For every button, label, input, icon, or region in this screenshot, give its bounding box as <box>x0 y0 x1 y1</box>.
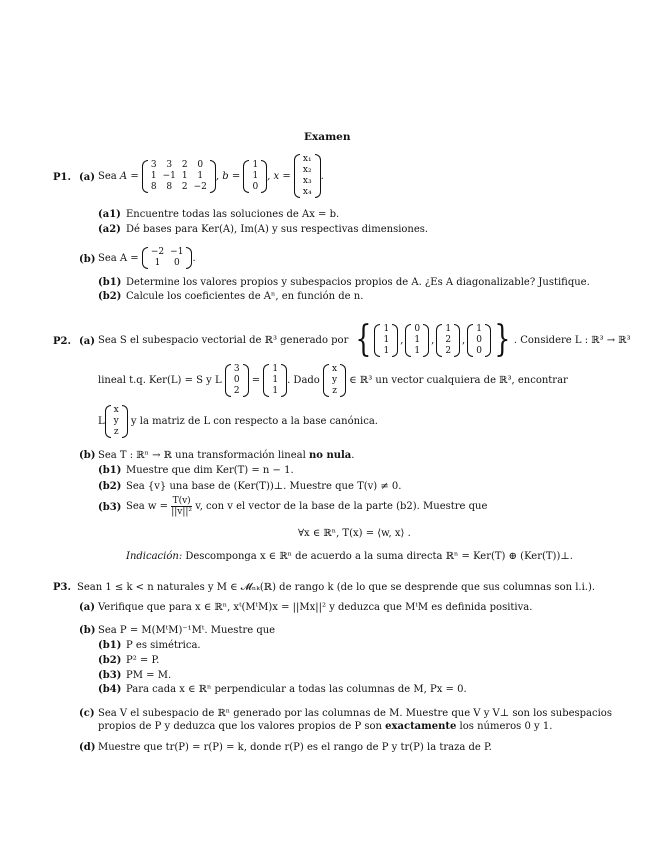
p1-a-x: , x = <box>267 170 291 182</box>
vector-xyz-2-entry: x <box>113 404 119 415</box>
p3-b1-label: (b1) <box>98 640 122 651</box>
p2-line2-b: . Dado <box>287 374 320 386</box>
vector-xyz-2-entry: z <box>113 426 119 437</box>
right-brace: } <box>494 319 511 360</box>
p3-c-text2b: los números 0 y 1. <box>459 721 553 732</box>
comma: , <box>431 334 435 346</box>
p3-b2-text: P² = P. <box>126 655 160 666</box>
p1-a-label: (a) <box>79 172 95 183</box>
matrix-A-entry: −2 <box>193 181 207 192</box>
comma: , <box>462 334 466 346</box>
generator-vector <box>374 324 398 357</box>
p3-b-text: Sea P = M(MᵗM)⁻¹Mᵗ. Muestre que <box>98 625 276 636</box>
vector-302-entry: 2 <box>233 385 240 396</box>
p2-line2-c: ∈ ℝ³ un vector cualquiera de ℝ³, encontrar <box>349 374 568 386</box>
p1-a-b: , b = <box>215 170 241 182</box>
vector-111-entry: 1 <box>272 363 279 374</box>
p2-b3-text1: Sea w = <box>126 500 169 512</box>
generator-vector-entry: 0 <box>414 323 421 334</box>
matrix-A-entry: 2 <box>181 181 188 192</box>
p2-hint-label: Indicación: <box>126 551 183 562</box>
p2-b-bold: no nula <box>309 450 352 461</box>
vector-xyz <box>323 364 346 397</box>
vector-xyz-entry: y <box>332 374 338 385</box>
vector-x-entry: x₃ <box>302 176 312 186</box>
generator-vector-entry: 1 <box>476 323 482 334</box>
p1-a-end: . <box>320 170 324 182</box>
generator-vector-entry: 0 <box>476 345 482 356</box>
p3-d-text: Muestre que tr(P) = r(P) = k, donde r(P) es el rango de P y tr(P) la traza de P. <box>98 742 492 753</box>
p3-a-label: (a) <box>79 602 95 613</box>
p1-b1-label: (b1) <box>98 277 122 288</box>
p3-b3-label: (b3) <box>98 670 122 681</box>
generator-vector <box>436 324 460 357</box>
p3-d-label: (d) <box>79 742 96 753</box>
p3-b4-label: (b4) <box>98 684 122 695</box>
matrix-A-entry: 8 <box>150 181 157 192</box>
p3-c-line2 <box>98 720 552 733</box>
matrix-A <box>142 160 216 193</box>
p2-line3-text: y la matriz de L con respecto a la base canónica. <box>130 415 378 427</box>
p3-c-text2a: propios de P y deduzca que los valores propios de P son <box>98 721 382 732</box>
p1-b1-text: Determine los valores propios y subespacios propios de A. ¿Es A diagonalizable? Justifique. <box>126 277 590 288</box>
generator-vector-entry: 1 <box>383 345 390 356</box>
vector-xyz-entry: x <box>332 363 338 374</box>
p2-a-text1: Sea S el subespacio vectorial de ℝ³ generado por <box>98 334 349 346</box>
p2-hint-text: Descomponga x ∈ ℝⁿ de acuerdo a la suma directa ℝⁿ = Ker(T) ⊕ (Ker(T))⊥. <box>185 551 573 562</box>
matrix-A-entry: −1 <box>162 170 176 181</box>
p2-eq: = <box>251 374 261 386</box>
matrix-A-entry: 2 <box>181 159 188 170</box>
p3-b3-text: PM = M. <box>126 670 172 681</box>
vector-x-entry: x₂ <box>302 165 312 175</box>
vector-b <box>243 160 267 193</box>
p2-label: P2. <box>53 336 71 347</box>
vector-111-entry: 1 <box>272 374 279 385</box>
p2-b2-text: Sea {v} una base de (Ker(T))⊥. Muestre que T(v) ≠ 0. <box>126 481 402 492</box>
fraction <box>171 496 192 517</box>
generator-vector-entry: 1 <box>414 345 421 356</box>
vector-xyz-2 <box>105 405 128 438</box>
p3-c-bold: exactamente <box>385 721 457 732</box>
p2-b3-text2: v, con v el vector de la base de la parte (b2). Muestre que <box>195 500 488 512</box>
generator-vectors <box>374 324 491 357</box>
generator-vector-entry: 1 <box>383 323 390 334</box>
vector-x <box>294 154 321 198</box>
matrix-A2-entry: 0 <box>173 258 180 268</box>
p2-a-line2 <box>98 358 568 402</box>
p1-label: P1. <box>53 172 71 183</box>
p1-a2-text: Dé bases para Ker(A), Im(A) y sus respectivas dimensiones. <box>126 224 429 235</box>
p1-b-text: Sea A = <box>98 252 139 264</box>
p2-b1-label: (b1) <box>98 465 122 476</box>
vector-302-entry: 3 <box>233 363 240 374</box>
p1-a1-text: Encuentre todas las soluciones de Ax = b. <box>126 209 340 220</box>
p2-a-line1 <box>98 318 631 362</box>
p2-b1-text: Muestre que dim Ker(T) = n − 1. <box>126 465 294 476</box>
p1-b-label: (b) <box>79 254 96 265</box>
p2-b-end: . <box>351 450 355 461</box>
p3-a-text: Verifique que para x ∈ ℝⁿ, xᵗ(MᵗM)x = ||Mx||² y deduzca que MᵗM es definida positiva. <box>98 602 533 613</box>
matrix-A-entry: 0 <box>197 159 204 170</box>
p1-a-statement <box>98 150 324 202</box>
p2-b3-label: (b3) <box>98 502 122 513</box>
p1-b-end: . <box>192 252 196 264</box>
matrix-A2-entry: −1 <box>170 247 184 257</box>
generator-vector-entry: 1 <box>414 334 421 345</box>
p3-label: P3. <box>53 582 71 593</box>
matrix-A-entry: 3 <box>166 159 173 170</box>
vector-x-entry: x₁ <box>302 154 312 164</box>
generator-vector <box>467 324 491 357</box>
p2-b-text <box>98 449 354 462</box>
vector-xyz-2-entry: y <box>113 415 119 426</box>
p1-b2-label: (b2) <box>98 291 122 302</box>
vector-b-entry: 0 <box>252 181 259 192</box>
matrix-A-entry: 3 <box>150 159 157 170</box>
vector-302-entry: 0 <box>233 374 240 385</box>
p2-a-line3 <box>98 399 378 443</box>
p3-b-label: (b) <box>79 625 96 636</box>
p3-b4-text: Para cada x ∈ ℝⁿ perpendicular a todas las columnas de M, Px = 0. <box>126 684 467 695</box>
p2-formula: ∀x ∈ ℝⁿ, T(x) = ⟨w, x⟩ . <box>298 528 411 539</box>
matrix-A2-entry: 1 <box>154 258 161 268</box>
p3-b2-label: (b2) <box>98 655 122 666</box>
p2-b-label: (b) <box>79 450 96 461</box>
p3-c-label: (c) <box>79 708 95 719</box>
vector-x-entry: x₄ <box>302 187 312 197</box>
vector-b-entry: 1 <box>252 170 259 181</box>
p1-a2-label: (a2) <box>98 224 121 235</box>
fraction-den: ||v||² <box>171 506 193 517</box>
matrix-A2-entry: −2 <box>150 247 165 257</box>
p1-b-statement <box>98 244 196 272</box>
vector-b-entry: 1 <box>252 159 259 170</box>
generator-vector <box>405 324 429 357</box>
p3-c-text1: Sea V el subespacio de ℝⁿ generado por las columnas de M. Muestre que V y V⊥ son los subespacios <box>98 708 612 719</box>
p2-hint <box>126 550 573 563</box>
fraction-num: T(v) <box>172 495 191 506</box>
p2-a-label: (a) <box>79 336 95 347</box>
vector-111 <box>263 364 287 397</box>
matrix-A-entry: 1 <box>150 170 157 181</box>
matrix-A-entry: 1 <box>181 170 188 181</box>
vector-xyz-entry: z <box>332 385 337 396</box>
vector-111-entry: 1 <box>272 385 279 396</box>
p2-line2-a: lineal t.q. Ker(L) = S y L <box>98 374 222 386</box>
p1-a-sea: Sea <box>98 170 117 182</box>
p1-b2-text: Calcule los coeficientes de Aⁿ, en función de n. <box>126 291 364 302</box>
p1-a1-label: (a1) <box>98 209 121 220</box>
vector-302 <box>225 364 249 397</box>
matrix-A-entry: 8 <box>166 181 173 192</box>
page-title: Examen <box>304 131 351 143</box>
p1-a-A: A = <box>119 170 139 182</box>
generator-vector-entry: 2 <box>445 334 452 345</box>
p2-a-text2: . Considere L : ℝ³ → ℝ³ <box>513 334 631 346</box>
p3-b1-text: P es simétrica. <box>126 640 201 651</box>
generator-vector-entry: 0 <box>476 334 482 345</box>
p3-intro: Sean 1 ≤ k < n naturales y M ∈ 𝓜ₙₖ(ℝ) de rango k (de lo que se desprende que sus columnas son l.i.). <box>77 582 596 593</box>
p2-b-text1: Sea T : ℝⁿ → ℝ una transformación lineal <box>98 450 306 461</box>
p2-line3-L: L <box>98 415 105 427</box>
generator-vector-entry: 1 <box>383 334 390 345</box>
generator-vector-entry: 1 <box>445 323 452 334</box>
matrix-A2 <box>142 247 196 269</box>
generator-vector-entry: 2 <box>445 345 452 356</box>
p2-b3-statement <box>126 492 487 520</box>
p2-b2-label: (b2) <box>98 481 122 492</box>
comma: , <box>400 334 404 346</box>
left-brace: { <box>354 319 372 360</box>
matrix-A-entry: 1 <box>197 170 204 181</box>
